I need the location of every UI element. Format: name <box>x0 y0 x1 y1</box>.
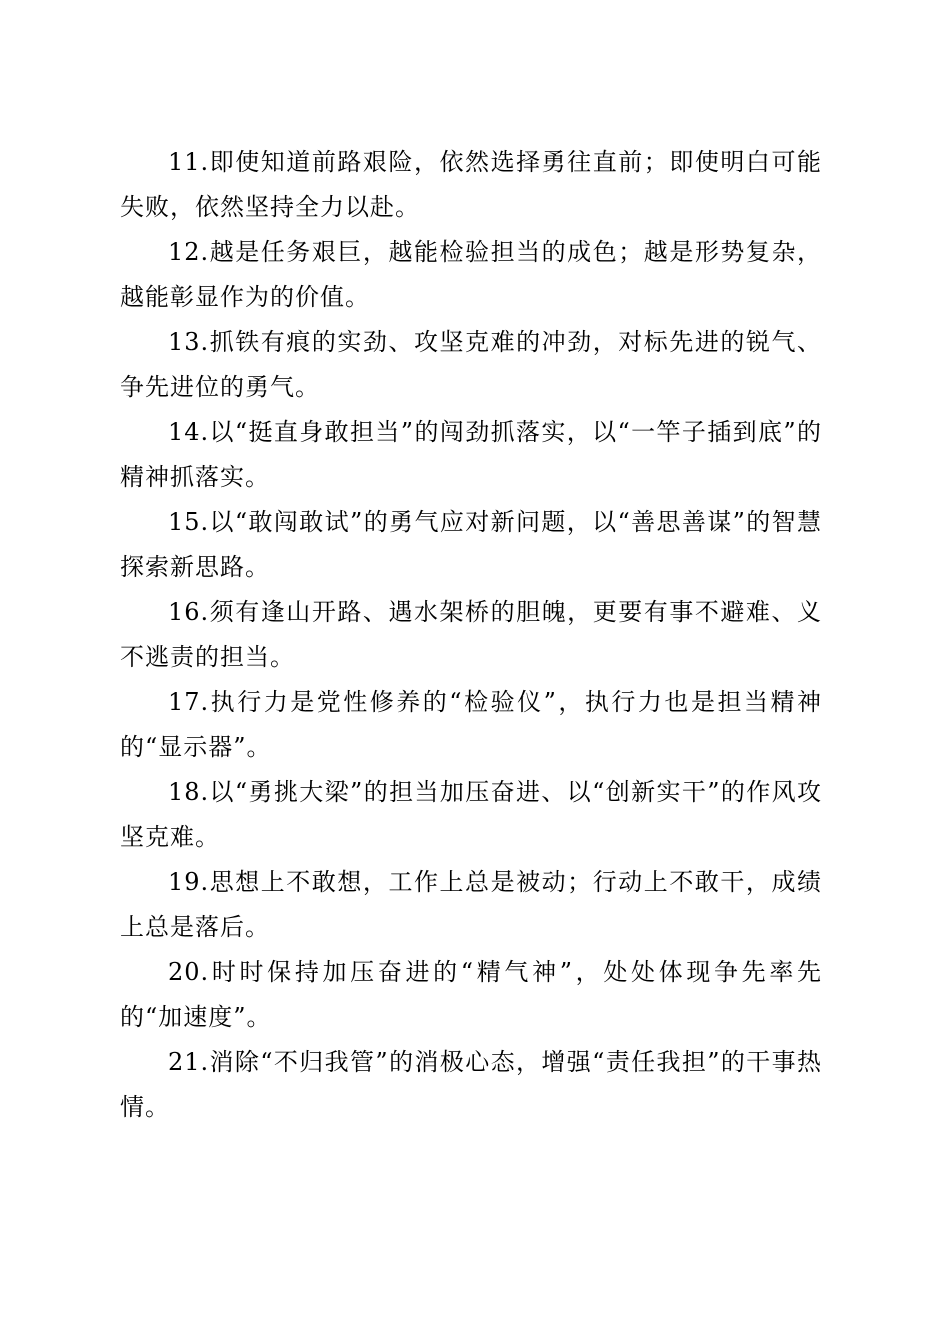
paragraph-16: 16.须有逢山开路、遇水架桥的胆魄，更要有事不避难、义不逃责的担当。 <box>120 598 822 671</box>
paragraph-11: 11.即使知道前路艰险，依然选择勇往直前；即使明白可能失败，依然坚持全力以赴。 <box>120 148 822 221</box>
paragraph-17: 17.执行力是党性修养的“检验仪”，执行力也是担当精神的“显示器”。 <box>120 688 822 761</box>
paragraph-20: 20.时时保持加压奋进的“精气神”，处处体现争先率先的“加速度”。 <box>120 958 822 1031</box>
paragraph-13: 13.抓铁有痕的实劲、攻坚克难的冲劲，对标先进的锐气、争先进位的勇气。 <box>120 328 822 401</box>
paragraph-14: 14.以“挺直身敢担当”的闯劲抓落实，以“一竿子插到底”的精神抓落实。 <box>120 418 822 491</box>
paragraph-18: 18.以“勇挑大梁”的担当加压奋进、以“创新实干”的作风攻坚克难。 <box>120 778 822 851</box>
paragraph-21: 21.消除“不归我管”的消极心态，增强“责任我担”的干事热情。 <box>120 1048 822 1121</box>
document-body <box>120 140 822 1130</box>
paragraph-15: 15.以“敢闯敢试”的勇气应对新问题，以“善思善谋”的智慧探索新思路。 <box>120 508 822 581</box>
paragraph-19: 19.思想上不敢想，工作上总是被动；行动上不敢干，成绩上总是落后。 <box>120 868 822 941</box>
paragraph-12: 12.越是任务艰巨，越能检验担当的成色；越是形势复杂，越能彰显作为的价值。 <box>120 238 822 311</box>
